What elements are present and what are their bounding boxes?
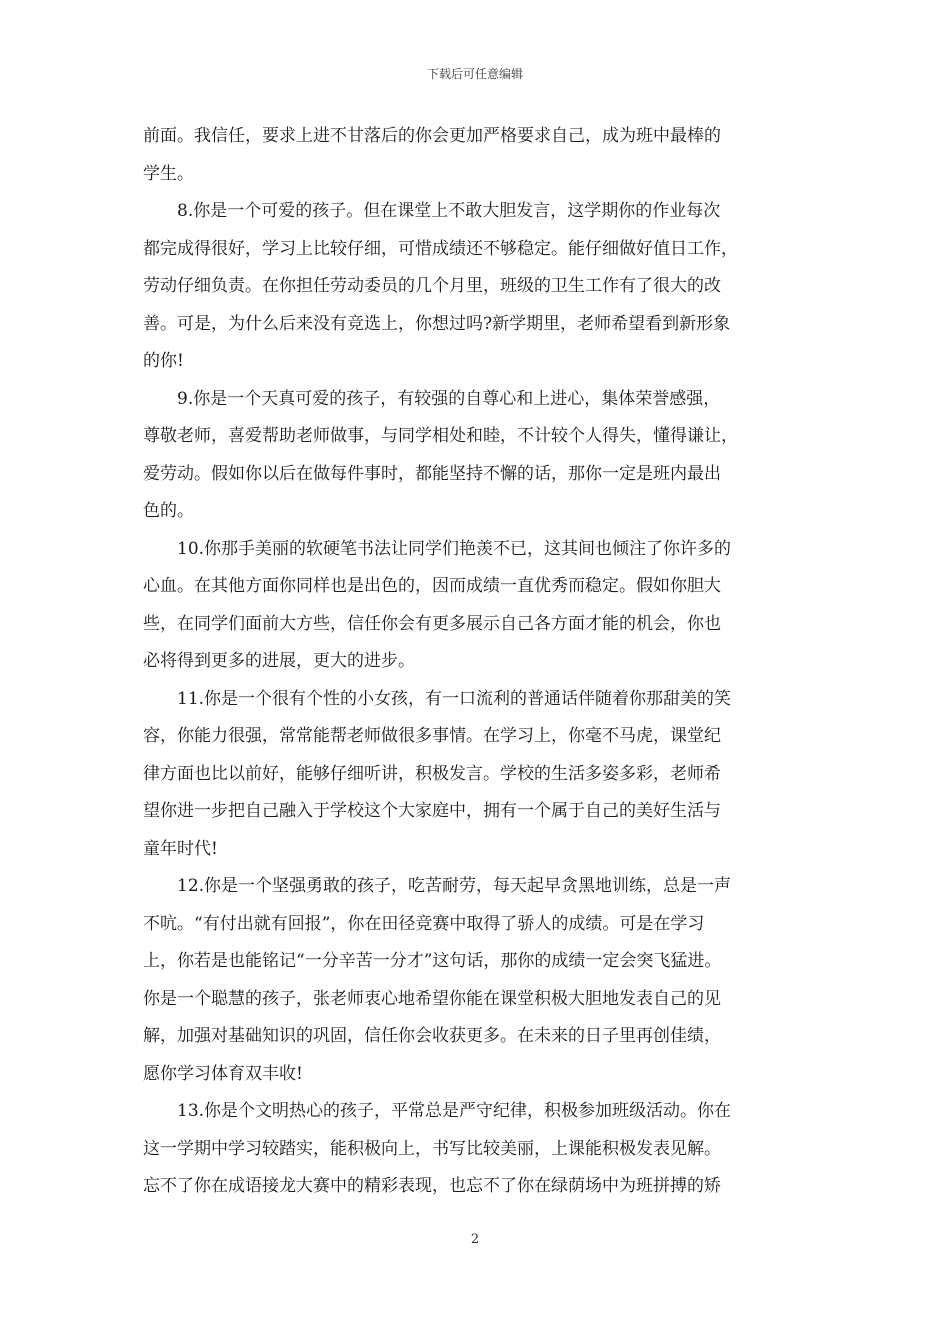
text-line: 些，在同学们面前大方些，信任你会有更多展示自己各方面才能的机会，你也	[143, 613, 721, 634]
text-line: 10.你那手美丽的软硬笔书法让同学们艳羡不已，这其间也倾注了你许多的	[177, 538, 732, 559]
text-line: 前面。我信任，要求上进不甘落后的你会更加严格要求自己，成为班中最棒的	[143, 126, 721, 146]
text-line: 童年时代!	[143, 838, 218, 859]
text-line: 善。可是，为什么后来没有竞选上，你想过吗?新学期里，老师希望看到新形象	[143, 313, 731, 334]
page-header: 下载后可任意编辑	[426, 67, 523, 81]
document-body	[143, 118, 807, 1206]
text-line: 尊敬老师，喜爱帮助老师做事，与同学相处和睦，不计较个人得失，懂得谦让，	[143, 426, 738, 446]
text-line: 色的。	[143, 501, 194, 521]
text-line: 11.你是一个很有个性的小女孩，有一口流利的普通话伴随着你那甜美的笑	[177, 688, 732, 709]
page-number: 2	[470, 1232, 480, 1247]
text-line: 的你!	[143, 351, 184, 371]
text-line: 不吭。“有付出就有回报”，你在田径竞赛中取得了骄人的成绩。可是在学习	[143, 913, 705, 934]
text-line: 望你进一步把自己融入于学校这个大家庭中，拥有一个属于自己的美好生活与	[143, 801, 721, 821]
text-line: 这一学期中学习较踏实，能积极向上，书写比较美丽，上课能积极发表见解。	[143, 1138, 721, 1159]
text-line: 12.你是一个坚强勇敢的孩子，吃苦耐劳，每天起早贪黑地训练，总是一声	[177, 876, 732, 896]
text-line: 律方面也比以前好，能够仔细听讲，积极发言。学校的生活多姿多彩，老师希	[143, 763, 721, 784]
text-line: 13.你是个文明热心的孩子，平常总是严守纪律，积极参加班级活动。你在	[177, 1101, 732, 1121]
text-line: 都完成得很好，学习上比较仔细，可惜成绩还不够稳定。能仔细做好值日工作，	[143, 238, 738, 259]
text-line: 心血。在其他方面你同样也是出色的，因而成绩一直优秀而稳定。假如你胆大	[143, 576, 721, 596]
text-line: 爱劳动。假如你以后在做每件事时，都能坚持不懈的话，那你一定是班内最出	[143, 463, 721, 484]
text-line: 上，你若是也能铭记“一分辛苦一分才”这句话，那你的成绩一定会突飞猛进。	[143, 951, 722, 971]
text-line: 必将得到更多的进展，更大的进步。	[143, 651, 415, 671]
text-line: 学生。	[143, 163, 194, 184]
text-line: 愿你学习体育双丰收!	[143, 1063, 303, 1084]
text-line: 劳动仔细负责。在你担任劳动委员的几个月里，班级的卫生工作有了很大的改	[143, 276, 721, 296]
text-line: 忘不了你在成语接龙大赛中的精彩表现，也忘不了你在绿荫场中为班拼搏的矫	[143, 1176, 721, 1196]
text-line: 容，你能力很强，常常能帮老师做很多事情。在学习上，你毫不马虎，课堂纪	[143, 726, 721, 746]
text-line: 9.你是一个天真可爱的孩子，有较强的自尊心和上进心，集体荣誉感强，	[177, 388, 721, 409]
text-line: 8.你是一个可爱的孩子。但在课堂上不敢大胆发言，这学期你的作业每次	[177, 201, 721, 221]
text-line: 解，加强对基础知识的巩固，信任你会收获更多。在未来的日子里再创佳绩，	[143, 1026, 721, 1046]
text-line: 你是一个聪慧的孩子，张老师衷心地希望你能在课堂积极大胆地发表自己的见	[143, 988, 721, 1009]
